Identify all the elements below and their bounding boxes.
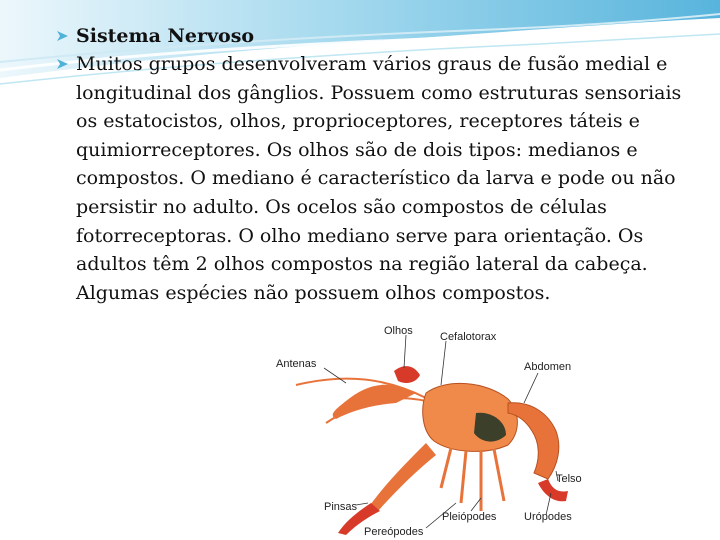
slide-body-text: Muitos grupos desenvolveram vários graus de fusão medial e longitudinal dos gânglios. Possuem como estruturas sensoriais os estatocistos, olhos, proprioceptores, receptores táteis e quimiorreceptores. Os olhos são de dois tipos: medianos e compostos. O mediano é característico da larva e pode ou não persistir no adulto. Os ocelos são compostos de células fotorreceptoras. O olho mediano serve para orientação. Os adultos têm 2 olhos compostos na região lateral da cabeça. Algumas espécies não possuem olhos compostos. bbox=[76, 53, 682, 304]
label-pinsas: Pinsas bbox=[324, 501, 358, 513]
label-antenas: Antenas bbox=[276, 358, 317, 370]
bullet-arrow-icon bbox=[56, 58, 70, 70]
bullet-body bbox=[56, 50, 696, 307]
label-pereopodes: Pereópodes bbox=[364, 526, 424, 538]
crayfish-diagram bbox=[276, 323, 590, 540]
label-pleiopodes: Pleiópodes bbox=[442, 511, 497, 523]
label-olhos: Olhos bbox=[384, 325, 413, 337]
bullet-list bbox=[56, 22, 696, 307]
slide-title: Sistema Nervoso bbox=[76, 25, 255, 47]
bullet-title bbox=[56, 22, 696, 50]
bullet-arrow-icon bbox=[56, 30, 70, 42]
label-telso: Telso bbox=[556, 473, 582, 485]
label-cefalotorax: Cefalotorax bbox=[440, 331, 497, 343]
label-uropodes: Urópodes bbox=[524, 511, 572, 523]
label-abdomen: Abdomen bbox=[524, 361, 572, 373]
